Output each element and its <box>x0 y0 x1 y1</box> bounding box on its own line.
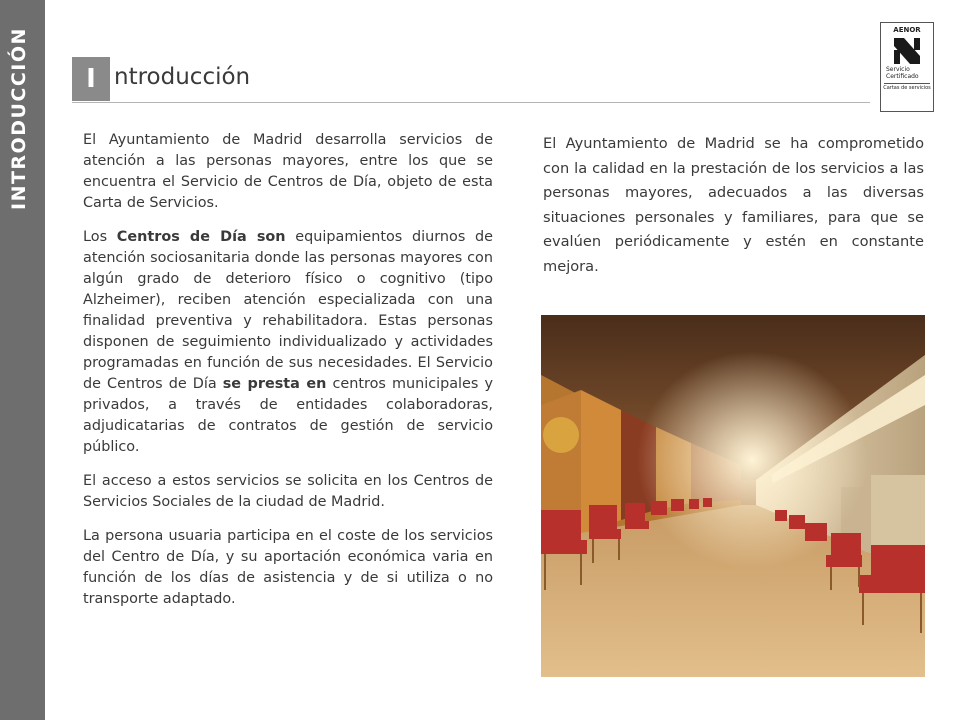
paragraph-acceso: El acceso a estos servicios se solicita en los Centros de Servicios Sociales de la ciudad de Madrid. <box>83 473 493 510</box>
left-text-column <box>83 130 493 623</box>
bold-text: se presta en <box>222 376 327 392</box>
paragraph-centros-de-dia <box>83 227 493 458</box>
right-text-column <box>543 132 924 279</box>
logo-brand: AENOR <box>893 26 921 34</box>
aenor-n-icon <box>892 36 922 66</box>
bold-text: Centros de Día son <box>116 229 286 245</box>
logo-line-2: Certificado <box>886 73 919 80</box>
text-run: Los <box>83 229 117 245</box>
paragraph-intro: El Ayuntamiento de Madrid desarrolla servicios de atención a las personas mayores, entre los que se encuentra el Servicio de Centros de Día, objeto de esta Carta de Servicios. <box>83 132 493 211</box>
logo-footer: Cartas de servicios <box>883 85 931 91</box>
logo-line-1: Servicio <box>886 66 910 73</box>
text-run: centros municipales y privados, a través de entidades colaboradoras, adjudicatarias de contratos de gestión de servicio público. <box>83 376 493 455</box>
side-section-title: INTRODUCCIÓN <box>8 27 30 210</box>
text-run: equipamientos diurnos de atención sociosanitaria donde las personas mayores con algún grado de deterioro físico o cognitivo (tipo Alzheimer), reciben atención especializada con una finalidad preventiva y rehabilitadora. Estas personas disponen de seguimiento individualizado y actividades programadas en función de sus necesidades. El Servicio de Centros de Día <box>83 229 494 392</box>
aenor-certification-logo <box>880 22 934 112</box>
heading-divider <box>72 102 870 103</box>
paragraph-compromiso: El Ayuntamiento de Madrid se ha comprometido con la calidad en la prestación de los servicios a las personas mayores, adecuados a las diversas situaciones personales y familiares, para que se evalúen periódicamente y estén en constante mejora. <box>543 135 924 275</box>
day-center-hallway-photo <box>541 315 925 677</box>
page-title: ntroducción <box>114 64 251 90</box>
heading-initial: I <box>72 57 110 101</box>
paragraph-coste: La persona usuaria participa en el coste de los servicios del Centro de Día, y su aportación económica varia en función de los días de asistencia y de si utiliza o no transporte adaptado. <box>83 528 493 607</box>
logo-divider <box>884 83 930 84</box>
side-bar <box>0 0 45 720</box>
